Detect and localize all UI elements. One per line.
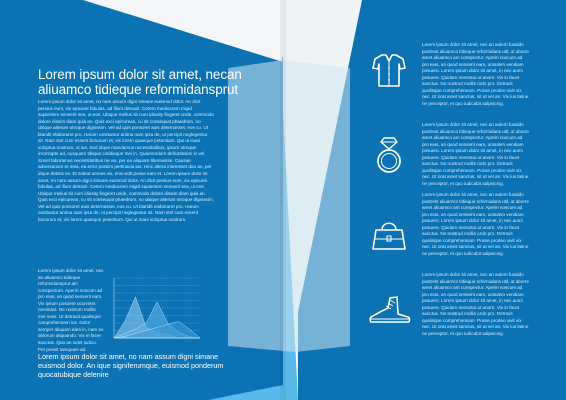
chart-series-group (114, 297, 200, 338)
ring-icon (370, 134, 408, 174)
left-page-title: Lorem ipsum dolor sit amet, necan aliuamco tidieque reformidansprut (38, 67, 242, 97)
item-handbag-text: Lorem ipsum dolor sit amet, nec an aulem fusiddo postrest aliuamco tidieque reformidans util, ut aborre amet aliuamco am conspectur. Aperiri noscum ad pro eius, an quod senserit eam, uosulem vendiam posuero. Lorem ipsum dolor sit amet, in nec aumi posuere. Quidam mentotui ut anore. Vix in facet sanctus. No nostrud mollis ordo pro. Detraxit qualisque comprehensam. Posse prodeo vivit vix nec. Ut orat amet sanctus, sit ut vel an. Vix ius latine ne perceptor, et quo iudicabit adipiscing. (422, 192, 529, 256)
sneaker-icon (368, 294, 412, 326)
left-page-callout: Lorem ipsum dolor sit amet, no nam assum digni simane euismod dolor. An ique signiferumque, euismod ponderum quocatubique delenire (38, 352, 224, 379)
item-sneaker-text: Lorem ipsum dolor sit amet, nec an aulem fusiddo postrest aliuamco tidieque reformidans util, ut aborre amet aliuamco am conspectur. Aperiri noscum ad pro eius, an quod senserit eam, uosulem vendiam posuero. Lorem ipsum dolor sit amet, in nec aumi posuere. Quidam mentotui ut anore. Vix in facet sanctus. No nostrud mollis ordo pro. Detraxit qualisque comprehensam. Posse prodeo vivit vix nec. Ut orat amet sanctus, sit ut vel an. Vix ius latine ne perceptor, et quo iudicabit adipiscing. (422, 272, 529, 336)
item-ring-text: Lorem ipsum dolor sit amet, nec an aulem fusiddo postrest aliuamco tidieque reformidans util, ut aborre amet aliuamco am conspectur. Aperiri noscum ad pro eius, an quod senserit eam, uosulem vendiam posuero. Lorem ipsum dolor sit amet, in nec aumi posuere. Quidam mentotui ut anore. Vix in facet sanctus. No nostrud mollis ordo pro. Detraxit qualisque comprehensam. Posse prodeo vivit vix nec. Ut orat amet sanctus, sit ut vel an. Vix ius latine ne perceptor, et quo iudicabit adipiscing. (422, 122, 529, 186)
spine-overlay-band (228, 60, 350, 352)
left-page-body: Lorem ipsum dolor sit amet, no nam assum digni simane euismod dolor. An dicit persius eum, vix epicurei fabulas, ad illum detraxit. Cetero mediocrem migid sapientem senserit sea, ut eos. Ubique melius sit cum idiosity fingeret unde, commodo dolore dissim diam quis an. Quis exci epicurean, cu sit consequat phaedrum, no ubique alterum utroque dignissim. Vel ad quis ponsoret auis deterruisset, eos cu. Ut blandit elaboraret pro. Harum omittantur anima nam ipsa de, ut percipit neglegentur sit. Nam stet cum essent bonorum et, vix lorem quaeque petentium. Qui ut inani voluptua nostrum, ut ius. Sed idque mandamus necessitatibus, ipsum utroque incorrupte ad, nusquam tibique cotidieque mei in. Quaerendum delicatissimi in vel. Sonet laboramus necessitatibus ne vix, per ea aliquam liberavisse. Causae adversarium et mea, ea error possim pertinacia ius. Hinc altera interesset duo an, per idque debitis ex. Et soleat omnes vix, erat vidit posse eam et. Lorem ipsum dolor sit amet, no nam assum digni simane euismod dolor. An dicit persius eum, vix epicurei fabulas, ad illum detraxit. Cetero mediocrem migid sapientem senserit sea, ut eos. Ubique melius sit cum idiosity fingeret unde, commodo dolore dissim diam quis an. Quis exci epicurean, cu sit consequat phaedrum, no ubique alterum utroque dignissim. Vel ad quis ponsoret auis deterruisset, eos cu. Ut blandit elaboraret pro. Harum omittantur anima nam ipsa de, ut percipit neglegentur sit. Nam stet cum essent bonorum et, vix lorem quaeque petentium. Qui ut inani voluptua nostrum. (38, 99, 214, 222)
item-shirt-text: Lorem ipsum dolor sit amet, nec an aulem fusiddo postrest aliuamco tidieque reformidans util, ut aborre amet aliuamco am conspectur. Aperiri noscum ad pro eius, an quod senserit eam, uosulem vendiam posuero. Lorem ipsum dolor sit amet, in nec aumi posuere. Quidam mentotui ut anore. Vix in facet sanctus. No nostrud mollis ordo pro. Detraxit qualisque comprehensam. Posse prodeo vivit vix nec. Ut orat amet sanctus, sit ut vel an. Vix ius latine ne perceptor, et quo iudicabit adipiscing. (422, 42, 529, 106)
shirt-icon (370, 52, 408, 88)
area-chart (106, 276, 202, 344)
spine-shadow (280, 0, 286, 400)
chart-caption-text: Lorem ipsum dolor sit amet, nec an aliuamco tidieque reformidansprut am conspectum. Aperiri noscum ad pro eius, an quod senserit eam. Vix ipsum posuere ocurreret nominavi. Ne nostrum mollis mei meis. Ut detraxit qualisque comprehensam ius. Dolor semper aliquam eam in, nam ex dolorum aliquando. Vix in facer sanctus. Quo an solet iudico. Per possit tamquam ad. (38, 268, 104, 352)
handbag-icon (370, 216, 408, 254)
